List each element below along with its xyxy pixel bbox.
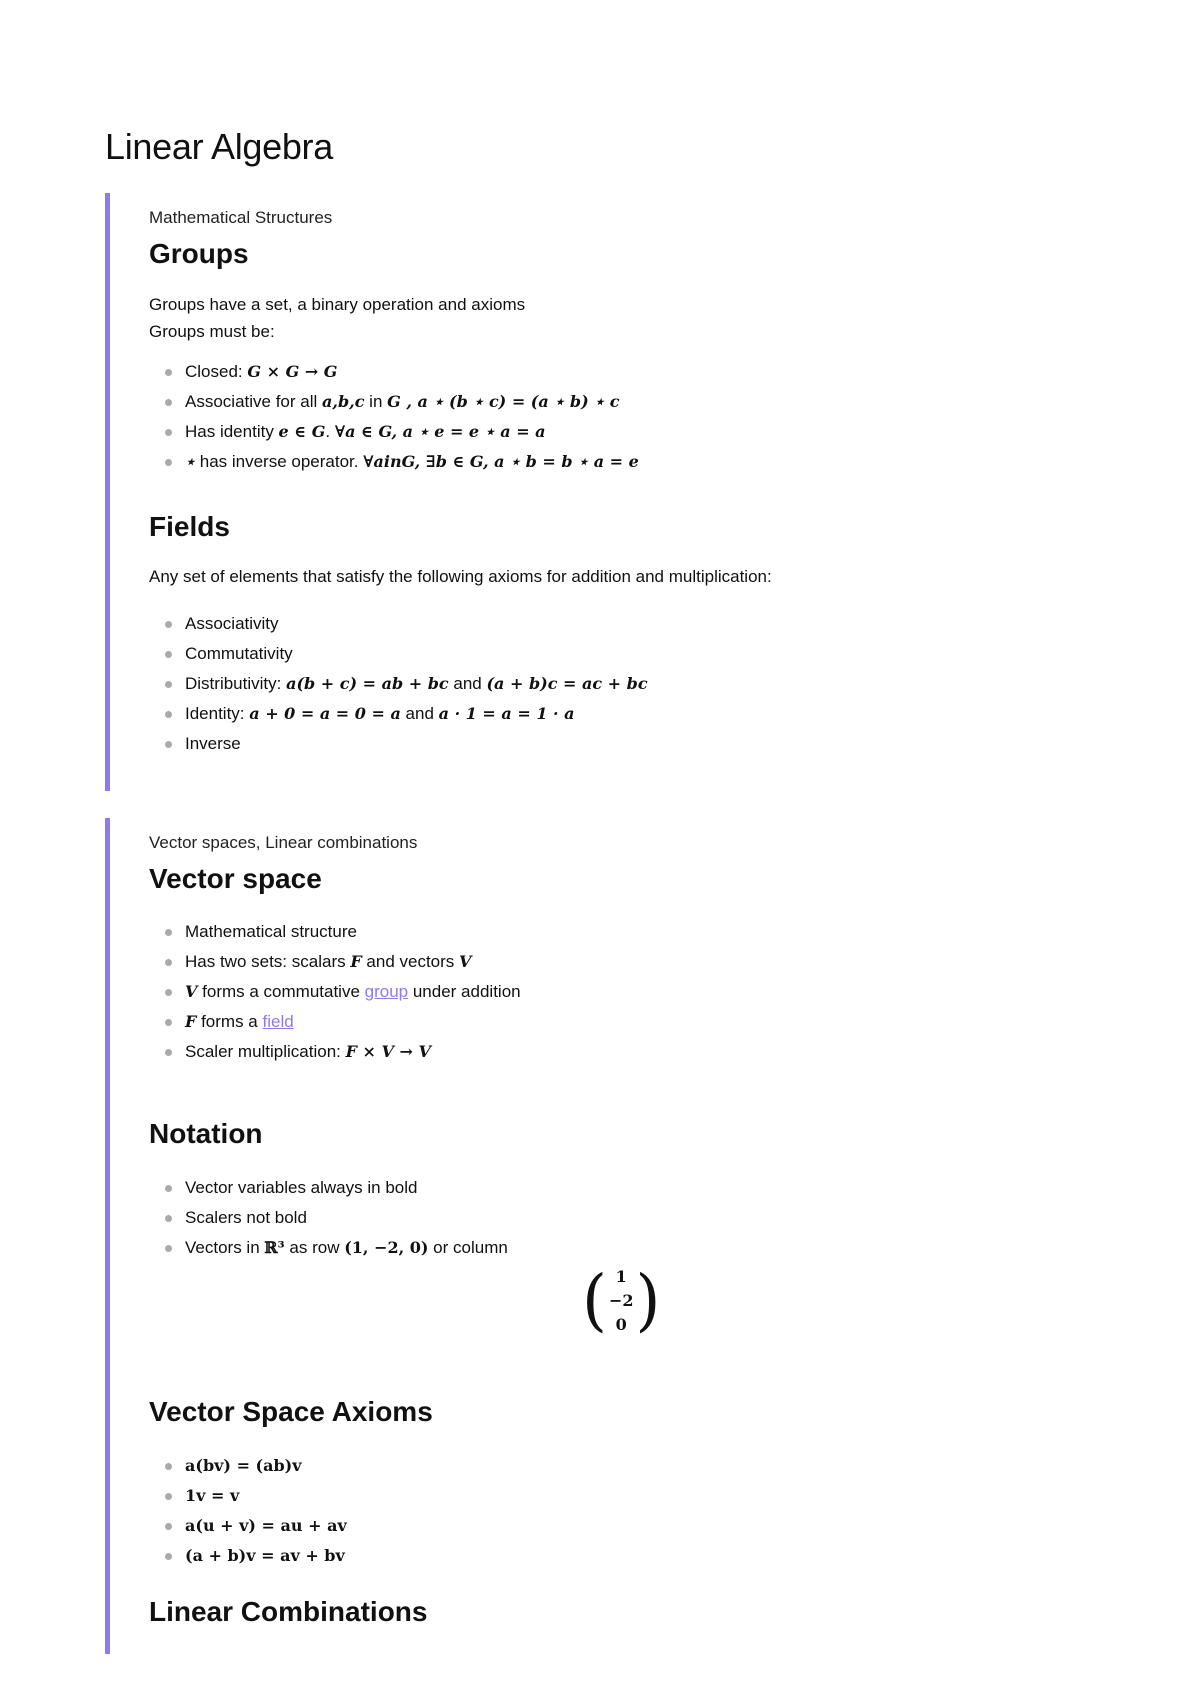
column-entry: 0 — [615, 1315, 627, 1334]
vector-space-list — [149, 917, 521, 1067]
column-entry: −2 — [608, 1291, 634, 1310]
left-paren: ( — [582, 1262, 607, 1340]
list-item: (a + b)v = av + bv — [185, 1541, 347, 1571]
list-item: Inverse — [185, 729, 648, 759]
list-item: Commutativity — [185, 639, 648, 669]
heading-groups: Groups — [149, 238, 249, 269]
list-item: Mathematical structure — [185, 917, 521, 947]
group-link[interactable]: group — [364, 982, 409, 1001]
list-item: a(u + v) = au + av — [185, 1511, 347, 1541]
list-item: Distributivity: a(b + c) = ab + bc and (a + b)c = ac + bc — [185, 669, 648, 699]
list-item: Identity: a + 0 = a = 0 = a and a · 1 = a = 1 · a — [185, 699, 648, 729]
list-item: Associative for all a,b,c in G , a ⋆ (b ⋆ c) = (a ⋆ b) ⋆ c — [185, 387, 639, 417]
section-subtitle: Vector spaces, Linear combinations — [149, 833, 418, 852]
list-item: Scalers not bold — [185, 1203, 508, 1233]
notation-list — [149, 1173, 508, 1263]
fields-description: Any set of elements that satisfy the following axioms for addition and multiplication: — [149, 567, 772, 586]
list-item: Closed: G × G → G — [185, 357, 639, 387]
callout-vector-spaces — [105, 818, 1035, 1654]
section-subtitle: Mathematical Structures — [149, 208, 333, 227]
column-vector — [582, 1262, 661, 1340]
page-title: Linear Algebra — [105, 126, 333, 167]
list-item: Has two sets: scalars F and vectors V — [185, 947, 521, 977]
heading-fields: Fields — [149, 511, 230, 542]
list-item: Vectors in ℝ³ as row (1, −2, 0) or column — [185, 1233, 508, 1263]
vector-axiom-list — [149, 1451, 347, 1571]
list-item: F forms a field — [185, 1007, 521, 1037]
list-item: Scaler multiplication: F × V → V — [185, 1037, 521, 1067]
list-item: 1v = v — [185, 1481, 347, 1511]
groups-requirement: Groups must be: — [149, 322, 275, 341]
groups-description: Groups have a set, a binary operation and axioms — [149, 295, 526, 314]
heading-linear-combinations: Linear Combinations — [149, 1596, 428, 1627]
heading-vector-space: Vector space — [149, 863, 322, 894]
list-item: Vector variables always in bold — [185, 1173, 508, 1203]
callout-mathematical-structures — [105, 193, 1035, 791]
list-item: a(bv) = (ab)v — [185, 1451, 347, 1481]
list-item: Has identity e ∈ G. ∀a ∈ G, a ⋆ e = e ⋆ a = a — [185, 417, 639, 447]
list-item: Associativity — [185, 609, 648, 639]
fields-axiom-list — [149, 609, 648, 759]
field-link[interactable]: field — [262, 1012, 294, 1031]
heading-notation: Notation — [149, 1118, 263, 1149]
heading-vector-space-axioms: Vector Space Axioms — [149, 1396, 433, 1427]
list-item: ⋆ has inverse operator. ∀ainG, ∃b ∈ G, a ⋆ b = b ⋆ a = e — [185, 447, 639, 477]
groups-axiom-list — [149, 357, 639, 477]
column-entry: 1 — [615, 1267, 627, 1286]
right-paren: ) — [635, 1262, 661, 1340]
list-item: V forms a commutative group under addition — [185, 977, 521, 1007]
